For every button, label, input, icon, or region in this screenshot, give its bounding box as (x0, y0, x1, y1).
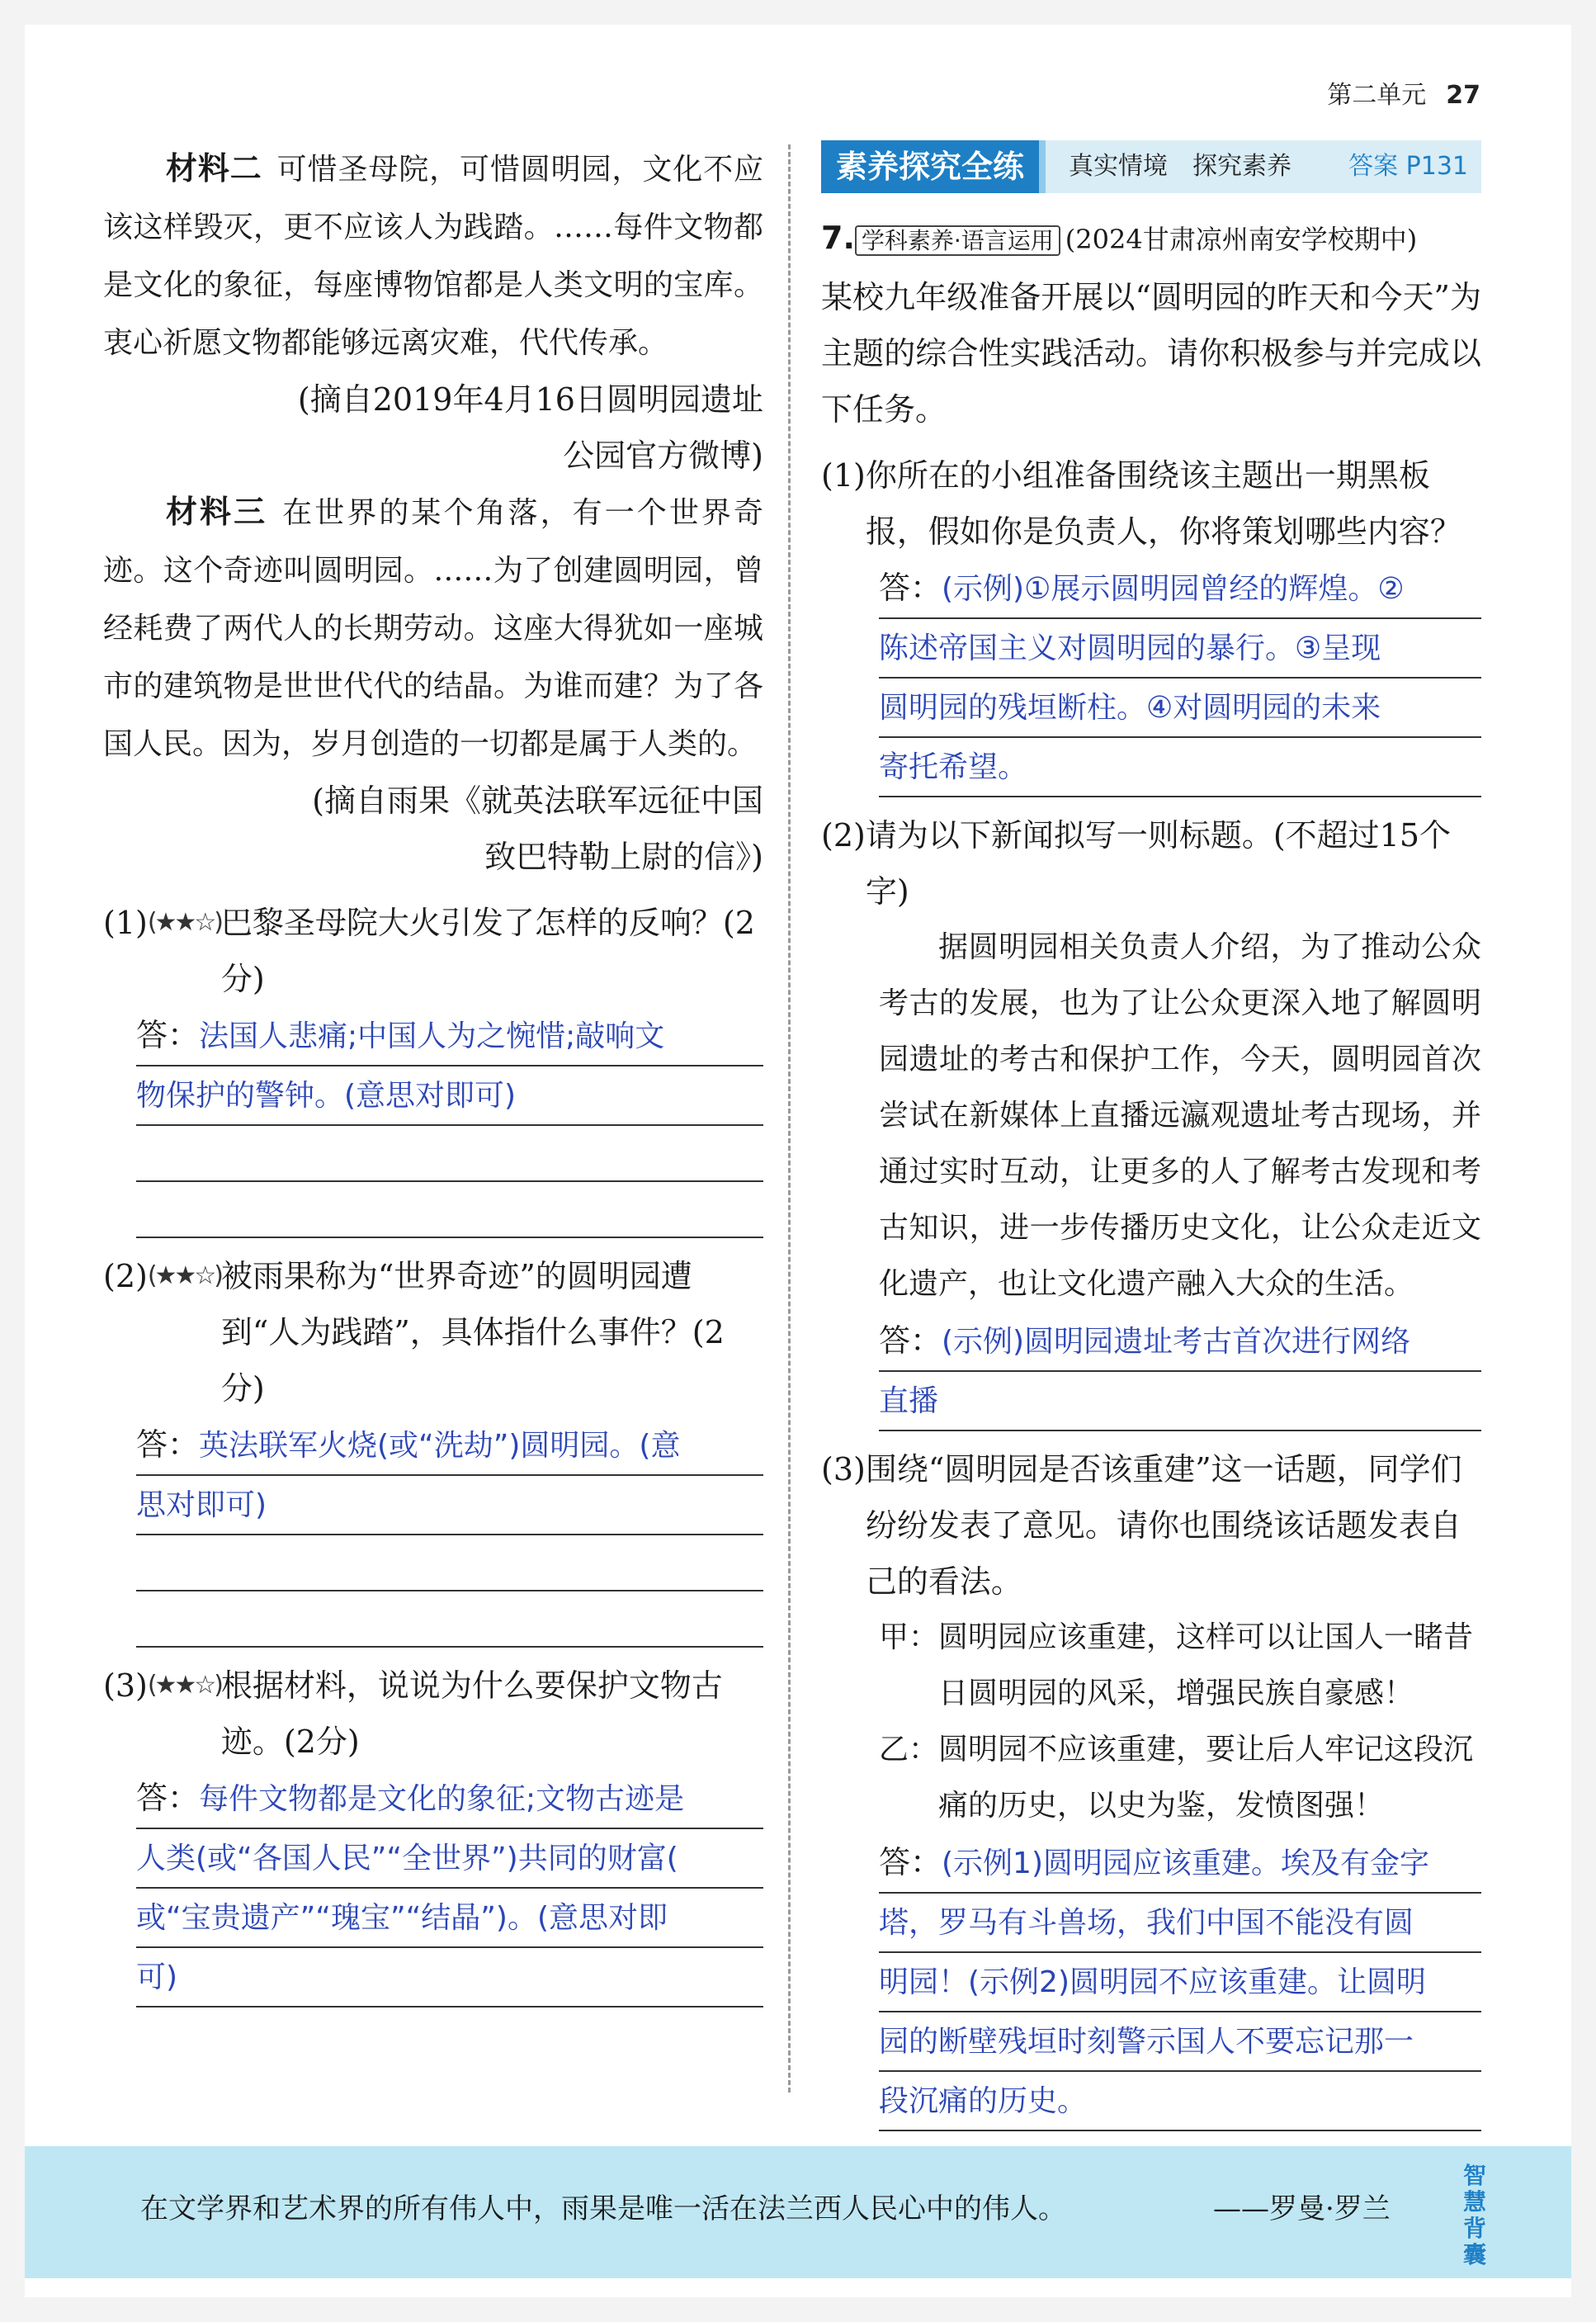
answer-text: 或“宝贵遗产”“瑰宝”“结晶”)。(意思对即 (136, 1901, 668, 1935)
question-3-text: 根据材料，说说为什么要保护文物古迹。(2分) (220, 1667, 723, 1760)
part-1-text: 你所在的小组准备围绕该主题出一期黑板报，假如你是负责人，你将策划哪些内容？ (865, 457, 1461, 550)
footer-side-label: 智慧背囊 (1462, 2162, 1486, 2268)
answer-line (879, 738, 1481, 797)
part-3-number: (3) (821, 1451, 866, 1487)
part-1-answer (821, 560, 1481, 797)
material-2-source-2: 公园官方微博) (563, 437, 763, 474)
answer-line (879, 1312, 1481, 1372)
answer-line (136, 1476, 763, 1535)
answer-text: 英法联军火烧(或“洗劫”)圆明园。(意 (199, 1429, 681, 1463)
answer-text: 可) (136, 1960, 178, 1994)
question-1 (103, 895, 763, 1238)
part-3-head (821, 1441, 1481, 1610)
answer-line (136, 1889, 763, 1948)
material-3-source-1: (摘自雨果《就英法联军远征中国 (312, 783, 763, 819)
answer-text: 园的断壁残垣时刻警示国人不要忘记那一 (879, 2025, 1414, 2059)
answer-text: (示例)①展示圆明园曾经的辉煌。② (942, 572, 1405, 606)
answer-text: 物保护的警钟。(意思对即可) (136, 1079, 517, 1113)
answer-prefix: 答： (879, 1844, 942, 1880)
question-2-text: 被雨果称为“世界奇迹”的圆明园遭到“人为践踏”，具体指什么事件？(2分) (220, 1258, 725, 1407)
wisdom-footer (25, 2146, 1571, 2278)
footer-author: ——罗曼·罗兰 (1213, 2192, 1391, 2225)
answer-line (879, 560, 1481, 619)
answer-line (879, 2072, 1481, 2131)
question-2-answer (103, 1416, 763, 1648)
question-1-answer (103, 1007, 763, 1238)
answer-text: 寄托希望。 (879, 750, 1028, 784)
difficulty-stars: (★★☆) (147, 1261, 221, 1290)
skill-tag: 学科素养·语言运用 (855, 225, 1060, 256)
question-2 (103, 1248, 763, 1648)
question-7-source: (2024甘肃凉州南安学校期中) (1065, 224, 1418, 255)
question-2-number: (2) (103, 1258, 148, 1294)
question-3-head (103, 1658, 763, 1770)
part-1-number: (1) (821, 457, 866, 494)
answer-line-blank (136, 1535, 763, 1591)
material-2-label: 材料二 (166, 150, 262, 187)
answer-line (879, 1372, 1481, 1431)
answer-text: 法国人悲痛;中国人为之惋惜;敲响文 (199, 1019, 665, 1053)
question-7-number: 7. (821, 220, 855, 256)
material-3-label: 材料三 (166, 494, 268, 530)
left-column (103, 140, 763, 2008)
part-2-body (821, 920, 1481, 1431)
banner-subtitle: 真实情境 探究素养 (1069, 152, 1292, 181)
answer-line (136, 1948, 763, 2008)
answer-text: 思对即可) (136, 1488, 267, 1522)
opinion-yi (879, 1722, 1481, 1834)
page-number: 27 (1446, 81, 1480, 110)
material-2-source-1: (摘自2019年4月16日圆明园遗址 (297, 381, 763, 418)
question-3-answer (103, 1770, 763, 2008)
answer-prefix: 答： (136, 1017, 200, 1053)
answer-text: 圆明园的残垣断柱。④对圆明园的未来 (879, 691, 1381, 725)
answer-prefix: 答： (879, 1322, 942, 1359)
part-2-number: (2) (821, 817, 866, 854)
part-3-body (821, 1610, 1481, 2131)
material-3 (103, 484, 763, 773)
part-3 (821, 1441, 1481, 2131)
column-divider (788, 144, 791, 2093)
answer-text: (示例)圆明园遗址考古首次进行网络 (942, 1325, 1411, 1359)
answer-line (136, 1066, 763, 1126)
opinion-yi-label: 乙： (879, 1733, 939, 1766)
difficulty-stars: (★★☆) (147, 1671, 221, 1700)
difficulty-stars: (★★☆) (147, 908, 221, 937)
question-1-text: 巴黎圣母院大火引发了怎样的反响？(2分) (220, 905, 755, 997)
answer-prefix: 答： (136, 1780, 200, 1816)
answer-text: 塔，罗马有斗兽场，我们中国不能没有圆 (879, 1906, 1414, 1940)
question-2-head (103, 1248, 763, 1416)
part-2-text: 请为以下新闻拟写一则标题。(不超过15个字) (865, 817, 1452, 910)
answer-line (136, 1829, 763, 1889)
question-7-intro: 某校九年级准备开展以“圆明园的昨天和今天”为主题的综合性实践活动。请你积极参与并完成以下任务。 (821, 279, 1481, 428)
material-3-text: 在世界的某个角落，有一个世界奇迹。这个奇迹叫圆明园。……为了创建圆明园，曾经耗费了两代人的长期劳动。这座大得犹如一座城市的建筑物是世世代代的结晶。为谁而建？为了各国人民。因为，岁月创造的一切都是属于人类的。 (103, 496, 763, 761)
section-banner (821, 140, 1481, 193)
question-1-head (103, 895, 763, 1007)
page-header (1327, 74, 1480, 111)
answer-text: 明园！(示例2)圆明园不应该重建。让圆明 (879, 1965, 1426, 1999)
answer-text: (示例1)圆明园应该重建。埃及有金字 (942, 1847, 1430, 1880)
opinion-yi-text: 圆明园不应该重建，要让后人牢记这段沉痛的历史，以史为鉴，发愤图强！ (938, 1733, 1474, 1823)
material-2-text: 可惜圣母院，可惜圆明园，文化不应该这样毁灭，更不应该人为践踏。……每件文物都是文化的象征，每座博物馆都是人类文明的宝库。衷心祈愿文物都能够远离灾难，代代传承。 (103, 153, 763, 360)
part-2 (821, 807, 1481, 1431)
opinion-jia-label: 甲： (879, 1620, 939, 1654)
answer-text: 陈述帝国主义对圆明园的暴行。③呈现 (879, 631, 1381, 665)
answer-line (879, 1894, 1481, 1953)
answer-line (879, 619, 1481, 679)
answer-line-blank (136, 1591, 763, 1648)
banner-title: 素养探究全练 (821, 140, 1046, 193)
answer-line (879, 1834, 1481, 1894)
answer-line-blank (136, 1182, 763, 1238)
answer-prefix: 答： (136, 1426, 200, 1463)
question-3 (103, 1658, 763, 2008)
unit-title: 第二单元 (1327, 81, 1427, 110)
material-2 (103, 140, 763, 371)
answer-line (879, 2012, 1481, 2072)
footer-quote: 在文学界和艺术界的所有伟人中，雨果是唯一活在法兰西人民心中的伟人。 (140, 2192, 1066, 2225)
opinion-jia-text: 圆明园应该重建，这样可以让国人一睹昔日圆明园的风采，增强民族自豪感！ (938, 1620, 1474, 1710)
answer-line (136, 1007, 763, 1066)
answer-text: 直播 (879, 1384, 939, 1418)
question-3-number: (3) (103, 1667, 148, 1704)
part-1-head (821, 447, 1481, 560)
news-passage: 据圆明园相关负责人介绍，为了推动公众考古的发展，也为了让公众更深入地了解圆明园遗址的考古和保护工作，今天，圆明园首次尝试在新媒体上直播远瀛观遗址考古现场，并通过实时互动，让更多的人了解考古发现和考古知识，进一步传播历史文化，让公众走近文化遗产，也让文化遗产融入大众的生活。 (879, 930, 1481, 1301)
answer-line-blank (136, 1126, 763, 1182)
part-3-text: 围绕“圆明园是否该重建”这一话题，同学们纷纷发表了意见。请你也围绕该话题发表自己的看法。 (865, 1451, 1462, 1600)
answer-prefix: 答： (879, 570, 942, 606)
answer-line (879, 679, 1481, 738)
answer-reference: 答案 P131 (1348, 152, 1468, 181)
part-1 (821, 447, 1481, 797)
answer-line (879, 1953, 1481, 2012)
part-2-head (821, 807, 1481, 920)
answer-line (136, 1770, 763, 1829)
material-3-source-2: 致巴特勒上尉的信》) (484, 839, 763, 875)
question-7 (821, 210, 1481, 269)
answer-text: 每件文物都是文化的象征;文物古迹是 (199, 1782, 685, 1816)
answer-line (136, 1416, 763, 1476)
answer-text: 段沉痛的历史。 (879, 2084, 1088, 2118)
opinion-jia (879, 1610, 1481, 1722)
question-1-number: (1) (103, 905, 148, 941)
right-column (821, 140, 1481, 2131)
answer-text: 人类(或“各国人民”“全世界”)共同的财富( (136, 1842, 678, 1875)
